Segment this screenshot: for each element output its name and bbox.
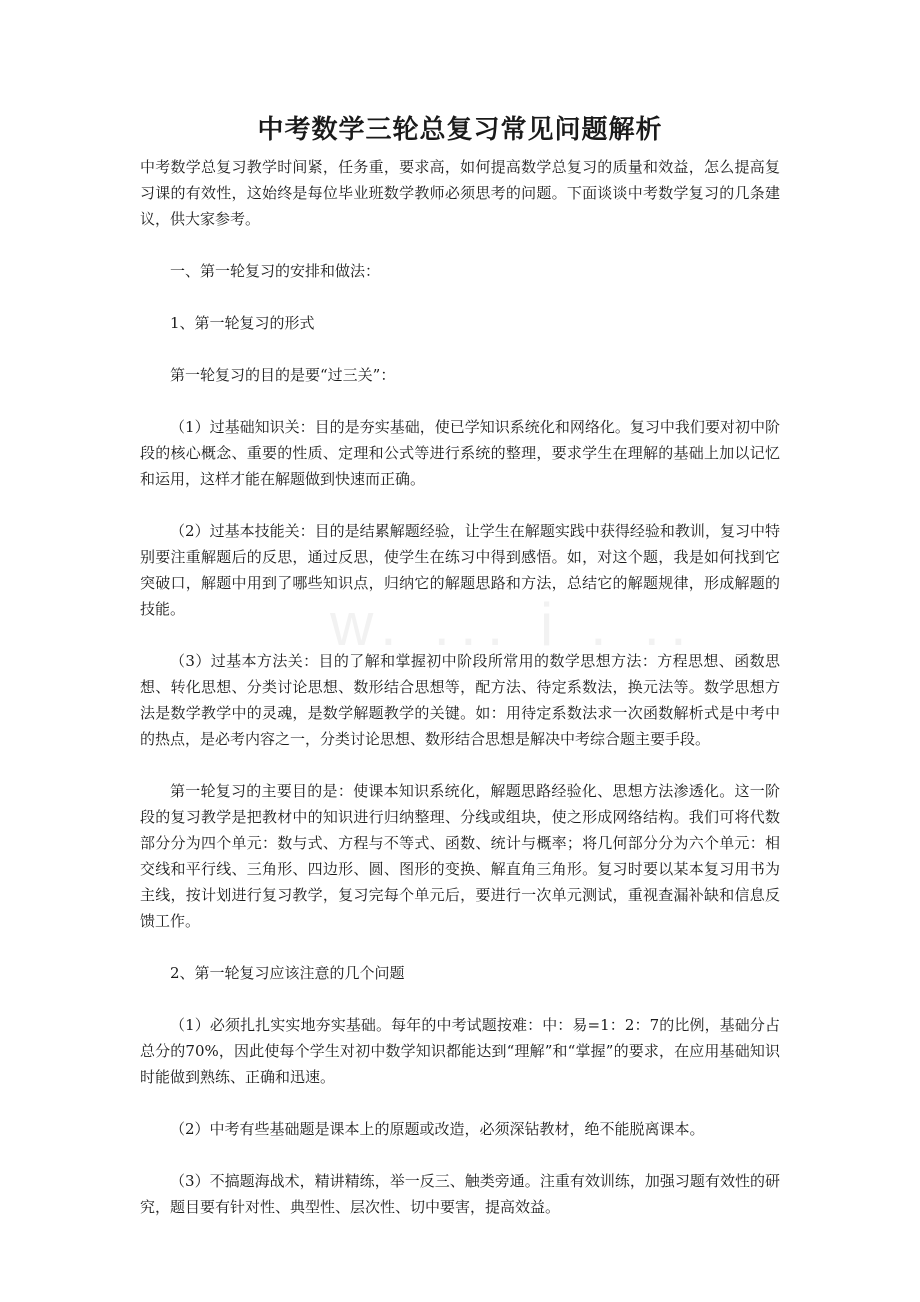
subsection-heading: 2、第一轮复习应该注意的几个问题	[170, 964, 405, 982]
document-page	[140, 110, 780, 1220]
lead-paragraph: 第一轮复习的目的是要“过三关”：	[170, 366, 396, 384]
note-paragraph: （2）中考有些基础题是课本上的原题或改造，必须深钻教材，绝不能脱离课本。	[170, 1120, 705, 1138]
document-title: 中考数学三轮总复习常见问题解析	[257, 115, 663, 145]
section-heading: 一、第一轮复习的安排和做法：	[170, 262, 381, 280]
intro-paragraph: 中考数学总复习教学时间紧，任务重，要求高，如何提高数学总复习的质量和效益，怎么提高复习课的有效性，这始终是每位毕业班数学教师必须思考的问题。下面谈谈中考数学复习的几条建议，供大家参考。	[140, 158, 780, 228]
main-goal-paragraph: 第一轮复习的主要目的是：使课本知识系统化，解题思路经验化、思想方法渗透化。这一阶段的复习教学是把教材中的知识进行归纳整理、分线或组块，使之形成网络结构。我们可将代数部分分为四个单元：数与式、方程与不等式、函数、统计与概率；将几何部分分为六个单元：相交线和平行线、三角形、四边形、圆、图形的变换、解直角三角形。复习时要以某本复习用书为主线，按计划进行复习教学，复习完每个单元后，要进行一次单元测试，重视查漏补缺和信息反馈工作。	[140, 782, 780, 930]
pass-basic-knowledge: （1）过基础知识关：目的是夯实基础，使已学知识系统化和网络化。复习中我们要对初中阶段的核心概念、重要的性质、定理和公式等进行系统的整理，要求学生在理解的基础上加以记忆和运用，这样才能在解题做到快速而正确。	[140, 418, 780, 488]
note-paragraph: （3）不搞题海战术，精讲精练，举一反三、触类旁通。注重有效训练，加强习题有效性的研究，题目要有针对性、典型性、层次性、切中要害，提高效益。	[140, 1172, 780, 1216]
note-paragraph: （1）必须扎扎实实地夯实基础。每年的中考试题按难：中：易=1：2：7的比例，基础分占总分的70%，因此使每个学生对初中数学知识都能达到“理解”和“掌握”的要求，在应用基础知识时能做到熟练、正确和迅速。	[140, 1016, 780, 1086]
pass-basic-methods: （3）过基本方法关：目的了解和掌握初中阶段所常用的数学思想方法：方程思想、函数思想、转化思想、分类讨论思想、数形结合思想等，配方法、待定系数法，换元法等。数学思想方法是数学教学中的灵魂，是数学解题教学的关键。如：用待定系数法求一次函数解析式是中考中的热点，是必考内容之一，分类讨论思想、数形结合思想是解决中考综合题主要手段。	[140, 652, 780, 748]
pass-basic-skills: （2）过基本技能关：目的是结累解题经验，让学生在解题实践中获得经验和教训，复习中特别要注重解题后的反思，通过反思，使学生在练习中得到感悟。如，对这个题，我是如何找到它突破口，解题中用到了哪些知识点，归纳它的解题思路和方法，总结它的解题规律，形成解题的技能。	[140, 522, 780, 618]
watermark: w. ... i . ..	[330, 591, 697, 658]
subsection-heading: 1、第一轮复习的形式	[170, 314, 315, 332]
